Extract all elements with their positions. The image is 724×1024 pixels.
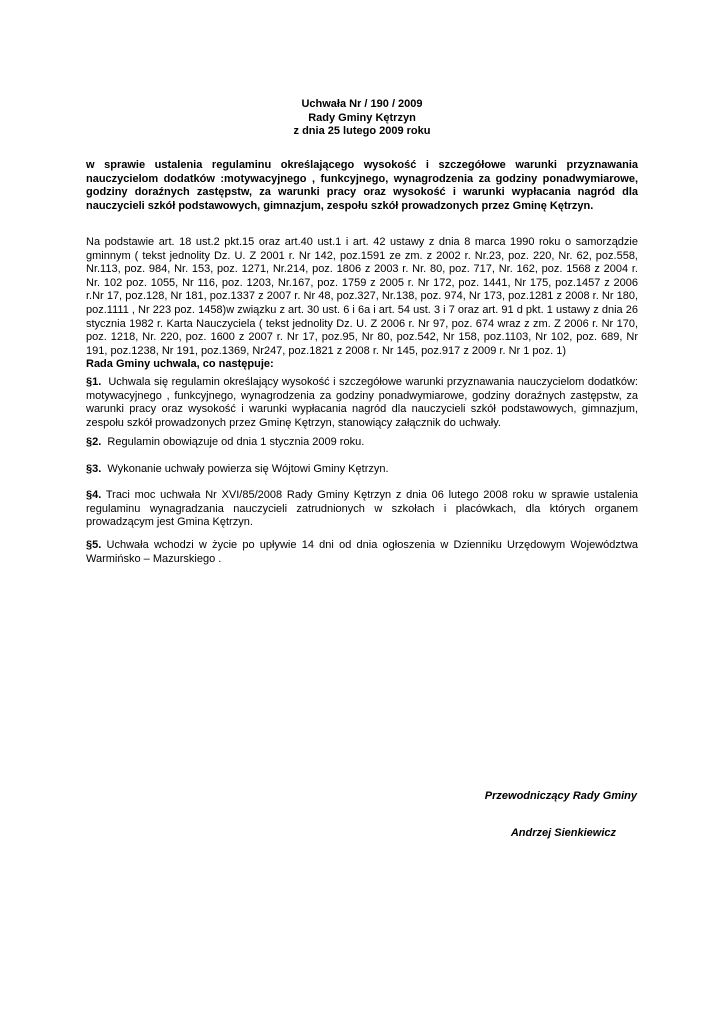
- paragraph-2: [86, 436, 638, 450]
- resolution-intro: Rada Gminy uchwala, co następuje:: [86, 358, 274, 371]
- paragraph-text: Regulamin obowiązuje od dnia 1 stycznia 2009 roku.: [107, 436, 365, 448]
- legal-basis-section: [86, 236, 638, 372]
- paragraph-text: Wykonanie uchwały powierza się Wójtowi Gminy Kętrzyn.: [107, 463, 389, 475]
- paragraph-1: [86, 376, 638, 430]
- paragraph-text: Uchwala się regulamin określający wysokość i szczegółowe warunki przyznawania nauczycielom dodatków: motywacyjnego , funkcyjnego, wynagrodzenia za godziny ponadwymiarowe, godziny doraźnych zastępstw, za warunki pracy oraz wysokość i warunki wypłacania nagród dla nauczycieli szkół podstawowych, gimnazjum, zespołu szkół prowadzonych przez Gminę Kętrzyn, stanowiący załącznik do uchwały.: [86, 376, 638, 429]
- resolution-date: z dnia 25 lutego 2009 roku: [293, 125, 431, 137]
- paragraph-text: Traci moc uchwała Nr XVI/85/2008 Rady Gminy Kętrzyn z dnia 06 lutego 2008 roku w sprawie ustalenia regulaminu wynagradzania nauczycieli zatrudnionych w szkołach i placówkach, dla których organem prowadzącym jest Gmina Kętrzyn.: [86, 489, 639, 529]
- paragraph-number: §2.: [86, 436, 102, 448]
- legal-basis-text: Na podstawie art. 18 ust.2 pkt.15 oraz art.40 ust.1 i art. 42 ustawy z dnia 8 marca 1990 roku o samorządzie gminnym ( tekst jednolity Dz. U. Z 2001 r. Nr 142, poz.1591 ze zm. z 2002 r. Nr.23, poz. 220, Nr. 62, poz.558, Nr.113, poz. 984, Nr. 153, poz. 1271, Nr.214, poz. 1806 z 2003 r. Nr. 80, poz. 717, Nr. 162, poz. 1568 z 2004 r. Nr. 102 poz. 1055, Nr 116, poz. 1203, Nr.167, poz. 1759 z 2005 r. Nr 172, poz. 1441, Nr 175, poz.1457 z 2006 r.Nr 17, poz.128, Nr 181, poz.1337 z 2007 r. Nr 48, poz.327, Nr.138, poz. 974, Nr 173, poz.1281 z 2008 r. Nr 180, poz.1111 , Nr 223 poz. 1458)w związku z art. 30 ust. 6 i 6a i art. 54 ust. 3 i 7 oraz art. 91 d pkt. 1 ustawy z dnia 26 stycznia 1982 r. Karta Nauczyciela ( tekst jednolity Dz. U. Z 2006 r. Nr 97, poz. 674 wraz z zm. Z 2006 r. Nr 170, poz. 1218, Nr. 220, poz. 1600 z 2007 r. Nr 17, poz.95, Nr 80, poz.542, Nr 158, poz.1103, Nr 102, poz. 689, Nr 191, poz.1238, Nr 191, poz.1369, Nr247, poz.1821 z 2008 r. Nr 145, poz.917 z 2009 r. Nr 1 poz. 1): [86, 236, 638, 357]
- paragraph-number: §4.: [86, 489, 102, 501]
- paragraph-5: [86, 539, 638, 566]
- paragraph-3: [86, 463, 638, 477]
- resolution-subject: w sprawie ustalenia regulaminu określającego wysokość i szczegółowe warunki przyznawania nauczycielom dodatków :motywacyjnego , funkcyjnego, wynagrodzenia za godziny ponadwymiarowe, godziny doraźnych zastępstw, za warunki pracy oraz wysokość i warunki wypłacania nagród dla nauczycieli szkół podstawowych, gimnazjum, zespołu szkół prowadzonych przez Gminę Kętrzyn.: [86, 159, 638, 212]
- signatory-name: Andrzej Sienkiewicz: [510, 827, 616, 839]
- signatory-title: Przewodniczący Rady Gminy: [484, 790, 637, 802]
- paragraph-text: Uchwała wchodzi w życie po upływie 14 dni od dnia ogłoszenia w Dzienniku Urzędowym Województwa Warmińsko – Mazurskiego .: [86, 539, 638, 565]
- paragraph-4: [86, 489, 638, 530]
- paragraph-number: §5.: [86, 539, 102, 551]
- paragraph-number: §1.: [86, 376, 102, 388]
- document-header: [0, 98, 724, 139]
- paragraph-number: §3.: [86, 463, 102, 475]
- council-name: Rady Gminy Kętrzyn: [308, 111, 416, 124]
- resolution-number: Uchwała Nr / 190 / 2009: [301, 98, 423, 110]
